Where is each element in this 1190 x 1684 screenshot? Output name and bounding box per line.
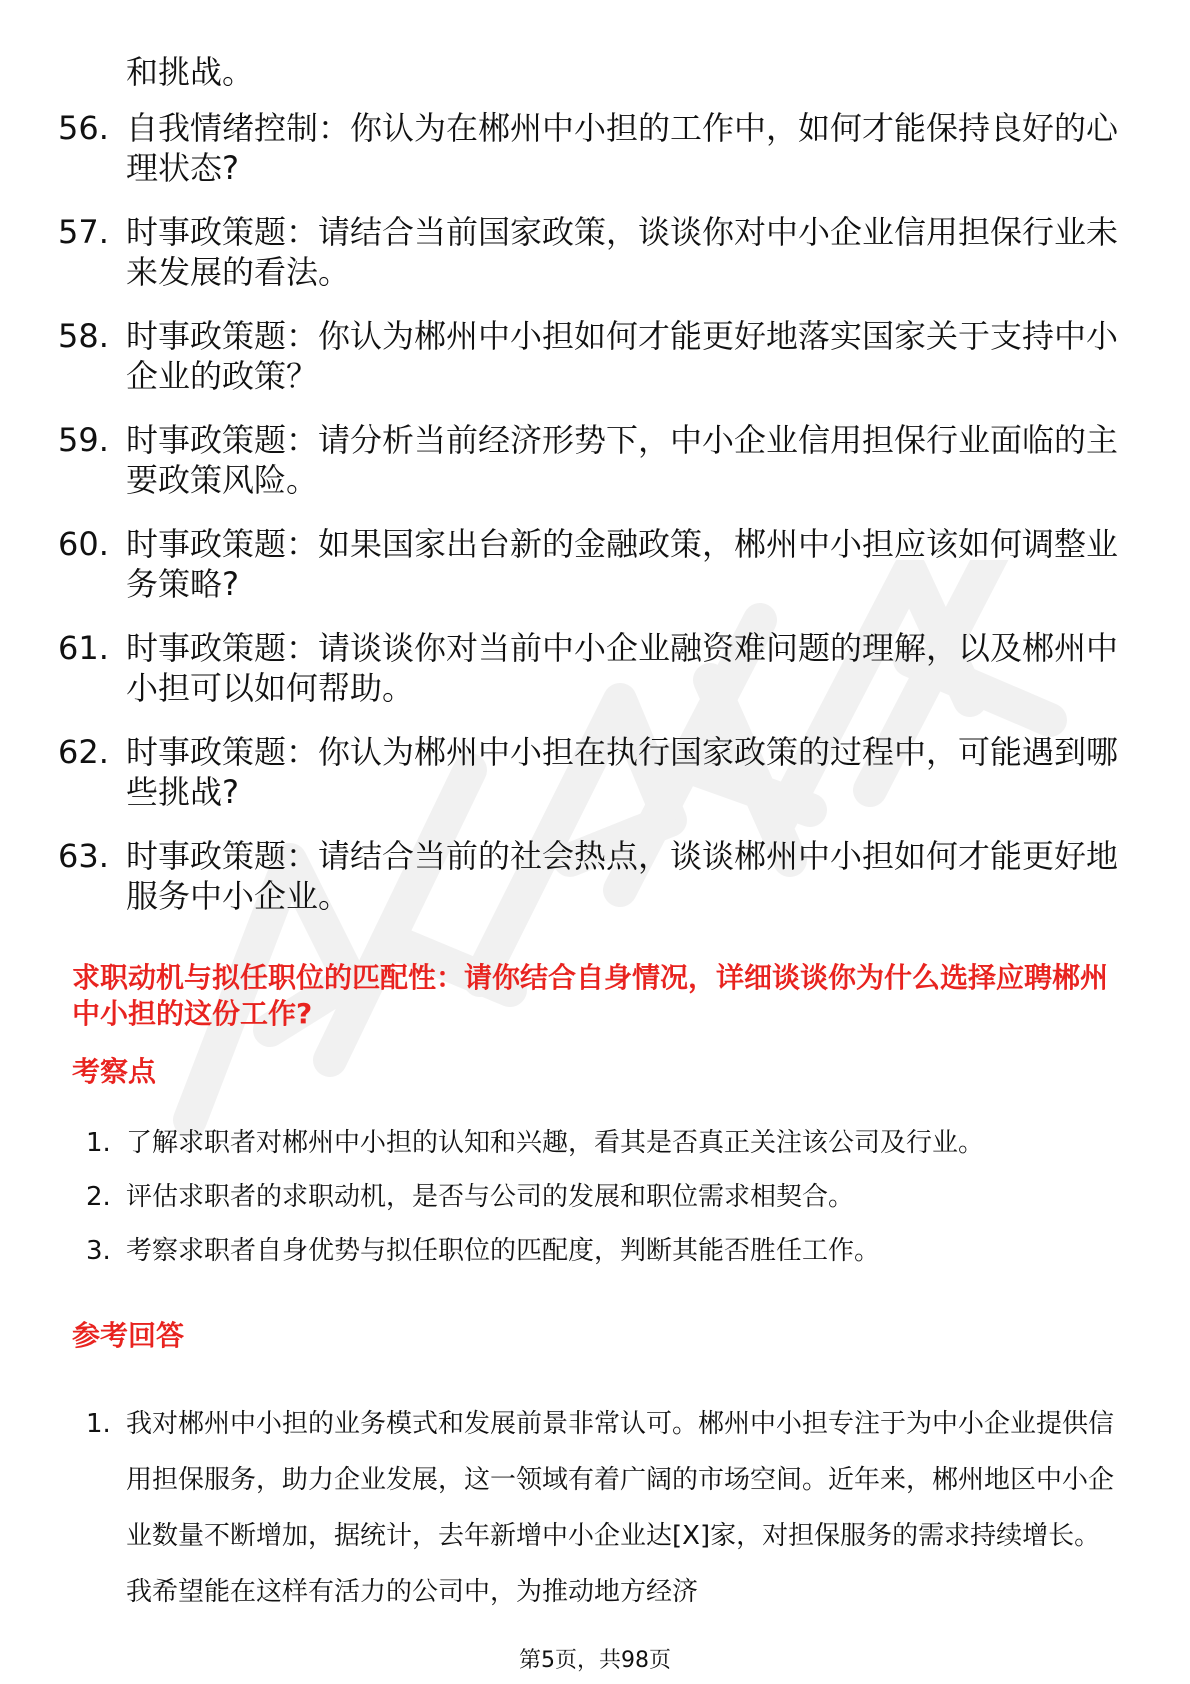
question-text: 时事政策题：请谈谈你对当前中小企业融资难问题的理解，以及郴州中小担可以如何帮助。 xyxy=(126,629,1119,707)
question-number: 57. xyxy=(58,213,109,251)
section-title: 求职动机与拟任职位的匹配性：请你结合自身情况，详细谈谈你为什么选择应聘郴州中小担的这份工作? xyxy=(72,961,1109,1030)
point-text: 了解求职者对郴州中小担的认知和兴趣，看其是否真正关注该公司及行业。 xyxy=(126,1128,985,1158)
question-item xyxy=(58,732,1118,812)
continuation-text: 和挑战。 xyxy=(126,53,255,91)
question-item xyxy=(58,212,1118,292)
point-number: 2. xyxy=(86,1182,111,1212)
points-list xyxy=(86,1126,1116,1288)
page-footer: 第5页，共98页 xyxy=(519,1648,671,1673)
question-item xyxy=(58,524,1118,604)
question-number: 58. xyxy=(58,317,109,355)
question-number: 63. xyxy=(58,837,109,875)
question-item xyxy=(58,420,1118,500)
point-number: 3. xyxy=(86,1236,111,1266)
answer-text: 我对郴州中小担的业务模式和发展前景非常认可。郴州中小担专注于为中小企业提供信用担保服务，助力企业发展，这一领域有着广阔的市场空间。近年来，郴州地区中小企业数量不断增加，据统计，去年新增中小企业达[X]家，对担保服务的需求持续增长。我希望能在这样有活力的公司中，为推动地方经济 xyxy=(126,1409,1115,1607)
answer-heading: 参考回答 xyxy=(72,1319,185,1352)
question-item xyxy=(58,628,1118,708)
question-number: 56. xyxy=(58,109,109,147)
question-item xyxy=(58,836,1118,916)
question-text: 自我情绪控制：你认为在郴州中小担的工作中，如何才能保持良好的心理状态? xyxy=(126,109,1119,187)
question-list xyxy=(58,108,1118,940)
question-text: 时事政策题：你认为郴州中小担在执行国家政策的过程中，可能遇到哪些挑战? xyxy=(126,733,1119,811)
question-text: 时事政策题：如果国家出台新的金融政策，郴州中小担应该如何调整业务策略? xyxy=(126,525,1119,603)
question-number: 62. xyxy=(58,733,109,771)
question-number: 59. xyxy=(58,421,109,459)
question-number: 60. xyxy=(58,525,109,563)
answer-number: 1. xyxy=(86,1409,111,1439)
answer-list xyxy=(86,1396,1120,1620)
question-text: 时事政策题：你认为郴州中小担如何才能更好地落实国家关于支持中小企业的政策？ xyxy=(126,317,1119,395)
question-text: 时事政策题：请分析当前经济形势下，中小企业信用担保行业面临的主要政策风险。 xyxy=(126,421,1119,499)
point-item xyxy=(86,1180,1116,1214)
points-heading: 考察点 xyxy=(72,1055,157,1088)
question-text: 时事政策题：请结合当前国家政策，谈谈你对中小企业信用担保行业未来发展的看法。 xyxy=(126,213,1119,291)
question-number: 61. xyxy=(58,629,109,667)
answer-item xyxy=(86,1396,1120,1620)
point-number: 1. xyxy=(86,1128,111,1158)
question-item xyxy=(58,316,1118,396)
question-text: 时事政策题：请结合当前的社会热点，谈谈郴州中小担如何才能更好地服务中小企业。 xyxy=(126,837,1119,915)
question-item xyxy=(58,108,1118,188)
point-item xyxy=(86,1126,1116,1160)
point-text: 考察求职者自身优势与拟任职位的匹配度，判断其能否胜任工作。 xyxy=(126,1236,881,1266)
point-text: 评估求职者的求职动机，是否与公司的发展和职位需求相契合。 xyxy=(126,1182,855,1212)
point-item xyxy=(86,1234,1116,1268)
